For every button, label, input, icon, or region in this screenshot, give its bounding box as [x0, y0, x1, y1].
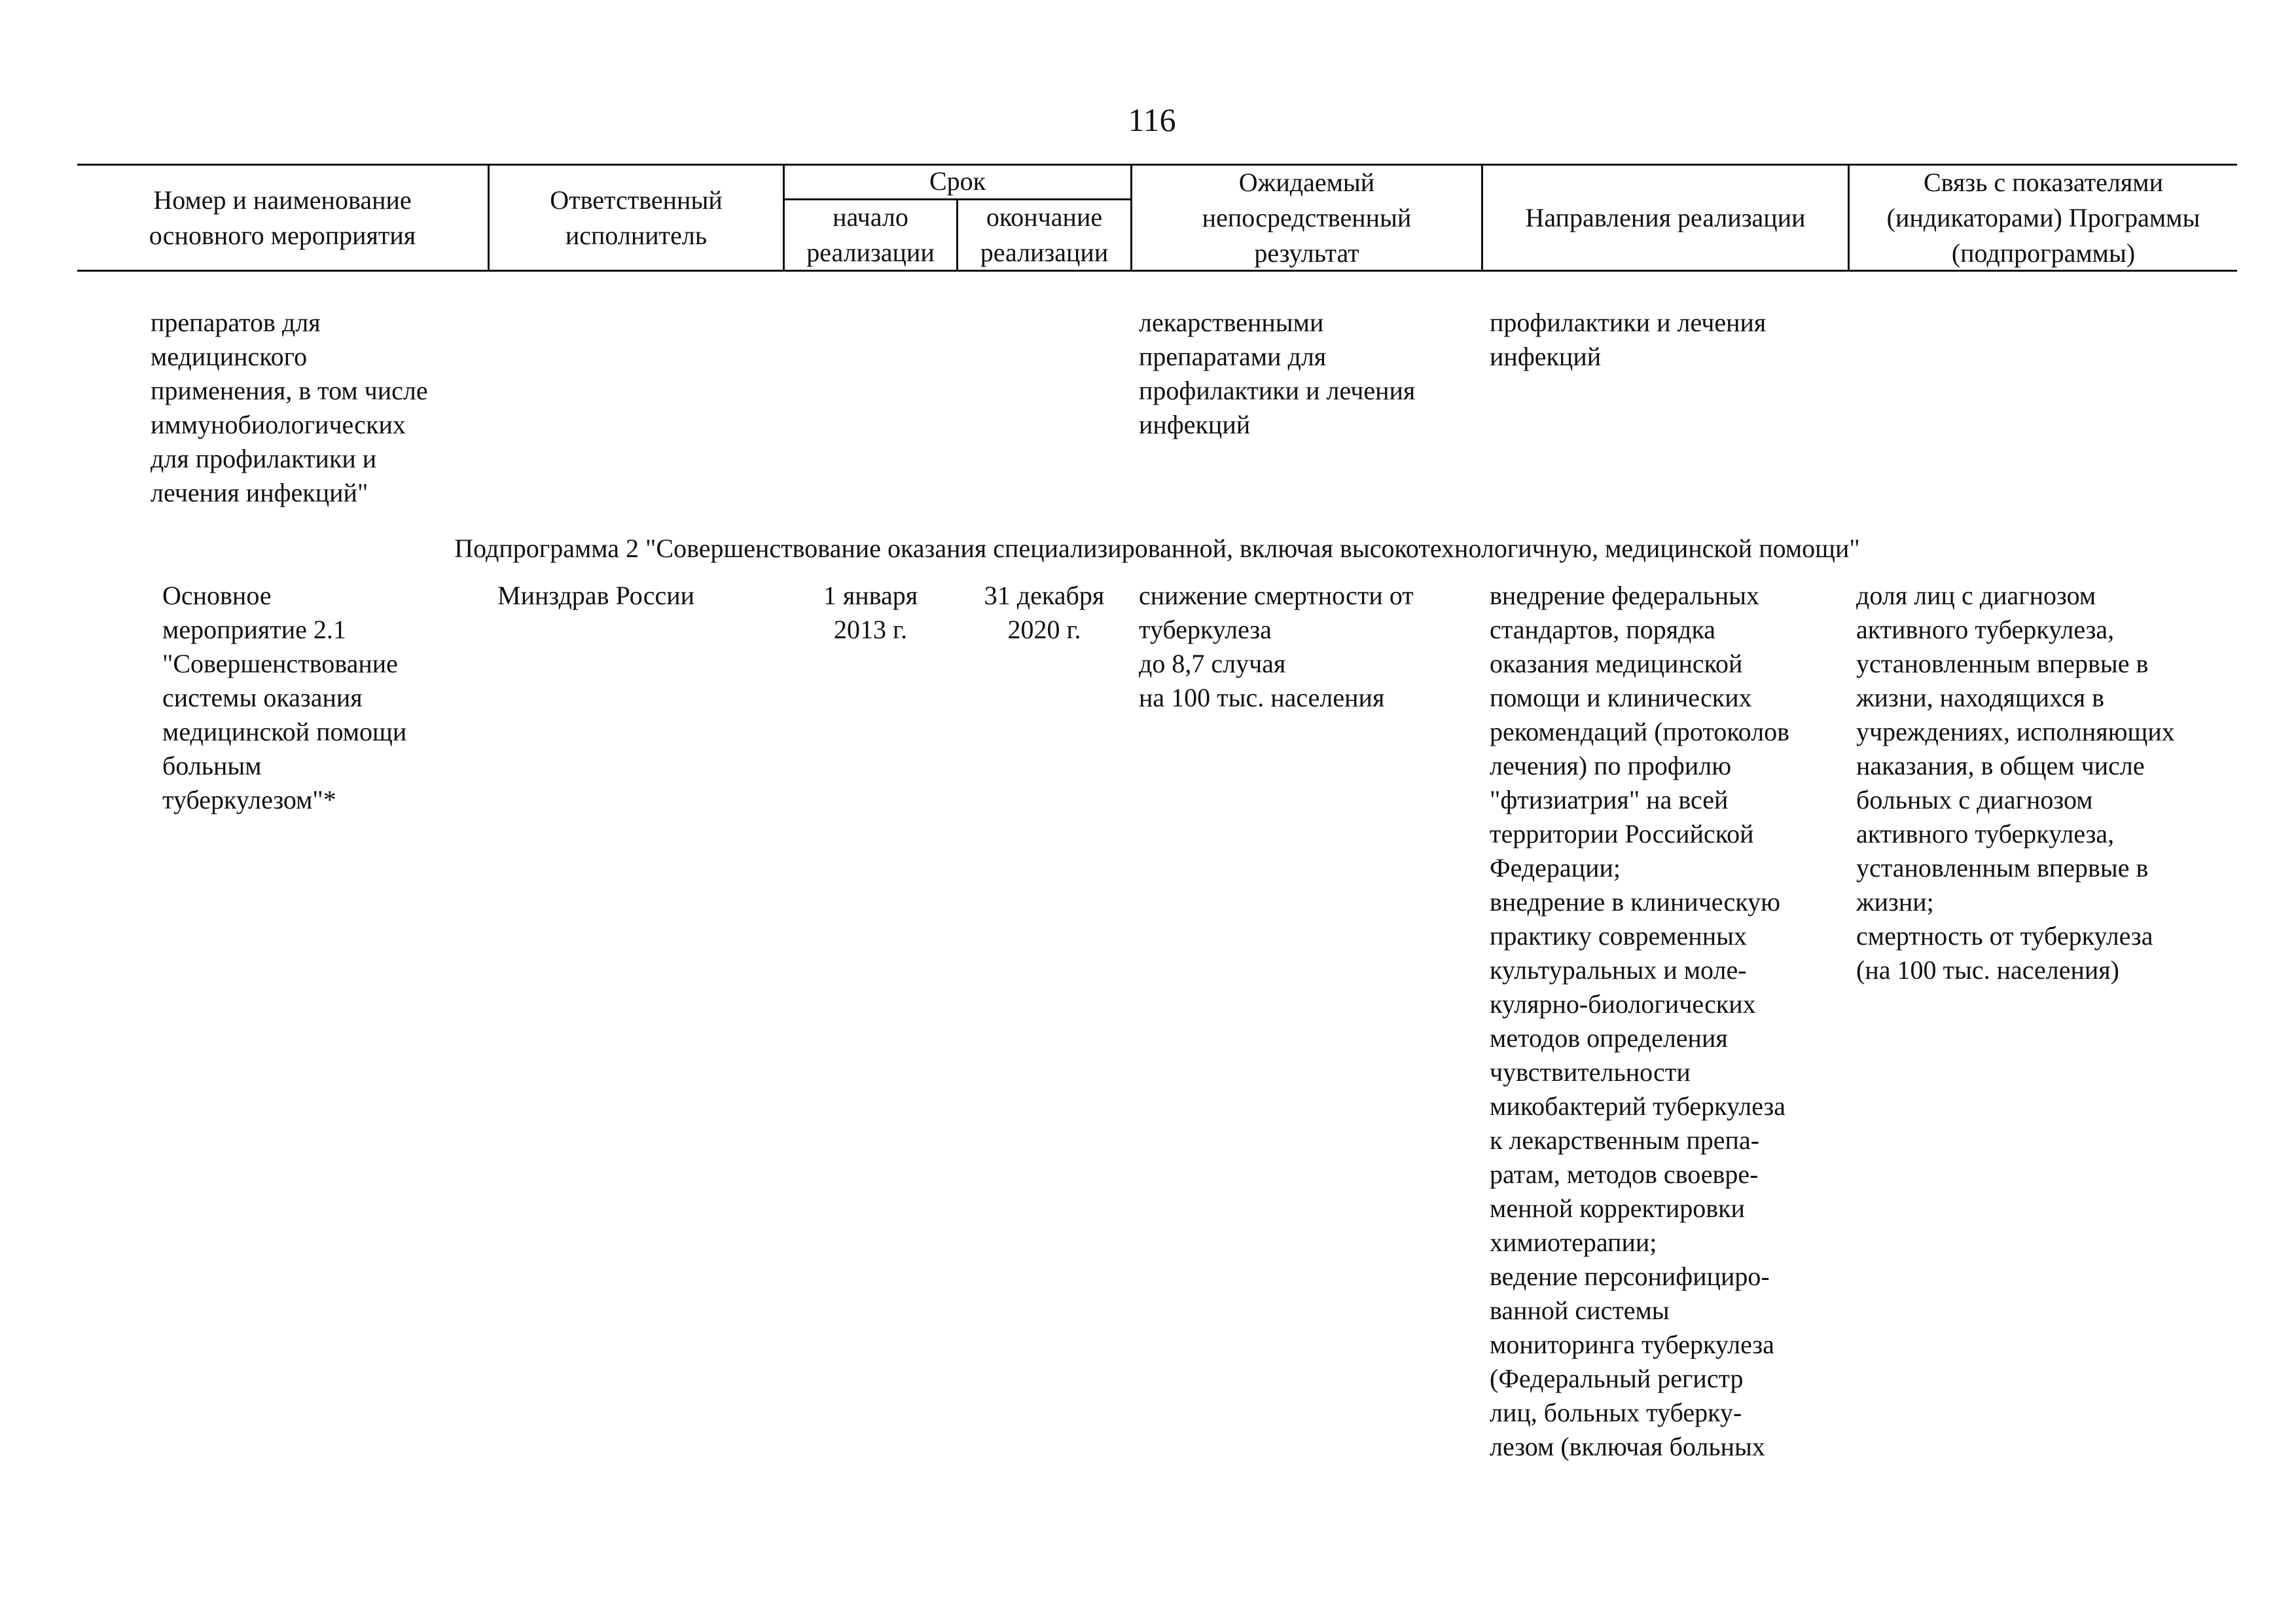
header-srok-text: Срок: [929, 166, 986, 196]
header-indicators-text: Связь с показателями (индикаторами) Программы (подпрограммы): [1886, 167, 2200, 268]
start-2-1: 1 января 2013 г.: [823, 581, 918, 644]
executor-2-1: Минздрав России: [497, 581, 695, 610]
header-executor-text: Ответственный исполнитель: [550, 185, 723, 250]
activity-2-1: Основное мероприятие 2.1 "Совершенствование системы оказания медицинской помощи больным туберкулезом"*: [162, 581, 407, 814]
result-2-1: снижение смертности от туберкулеза до 8,7 случая на 100 тыс. населения: [1139, 581, 1414, 712]
header-activity: [77, 166, 488, 270]
directions-2-1: внедрение федеральных стандартов, порядка оказания медицинской помощи и клинических рекомендаций (протоколов лечения) по профилю "фтизиатрия" на всей территории Российской Федерации; внедрение в клиническую практику современных культуральных и моле- кулярно-биологических методов определения чувствительности микобактерий туберкулеза к лекарственным препа- ратам, методов своевре- менной корректировки химиотерапии; ведение персонифициро- ванной системы мониторинга туберкулеза (Федеральный регистр лиц, больных туберку- лезом (включая больных: [1490, 581, 1790, 1461]
page-number: 116: [1128, 101, 1176, 138]
header-start-text: начало реализации: [806, 202, 935, 267]
header-result-text: Ожидаемый непосредственный результат: [1202, 167, 1412, 268]
header-activity-text: Номер и наименование основного мероприятия: [149, 185, 416, 250]
header-directions-text: Направления реализации: [1525, 202, 1806, 232]
subprogram-title: Подпрограмма 2 "Совершенствование оказания специализированной, включая высокотехнологичную, медицинской помощи": [454, 534, 1860, 563]
header-directions: [1483, 166, 1848, 270]
indicators-2-1: доля лиц с диагнозом активного туберкулеза, установленным впервые в жизни, находящихся в учреждениях, исполняющих наказания, в общем числе больных с диагнозом активного туберкулеза, установленным впервые в жизни; смертность от туберкулеза (на 100 тыс. населения): [1856, 581, 2175, 985]
end-2-1: 31 декабря 2020 г.: [984, 581, 1105, 644]
header-indicators: [1850, 166, 2237, 270]
header-start: [785, 200, 956, 270]
header-srok: [785, 164, 1130, 198]
continuation-result: лекарственными препаратами для профилактики и лечения инфекций: [1139, 308, 1416, 439]
header-result: [1132, 166, 1481, 270]
continuation-activity: препаратов для медицинского применения, в том числе иммунобиологических для профилактики и лечения инфекций": [151, 308, 428, 507]
header-end-text: окончание реализации: [980, 202, 1109, 267]
header-end: [958, 200, 1130, 270]
header-executor: [490, 166, 783, 270]
continuation-directions: профилактики и лечения инфекций: [1490, 308, 1767, 371]
